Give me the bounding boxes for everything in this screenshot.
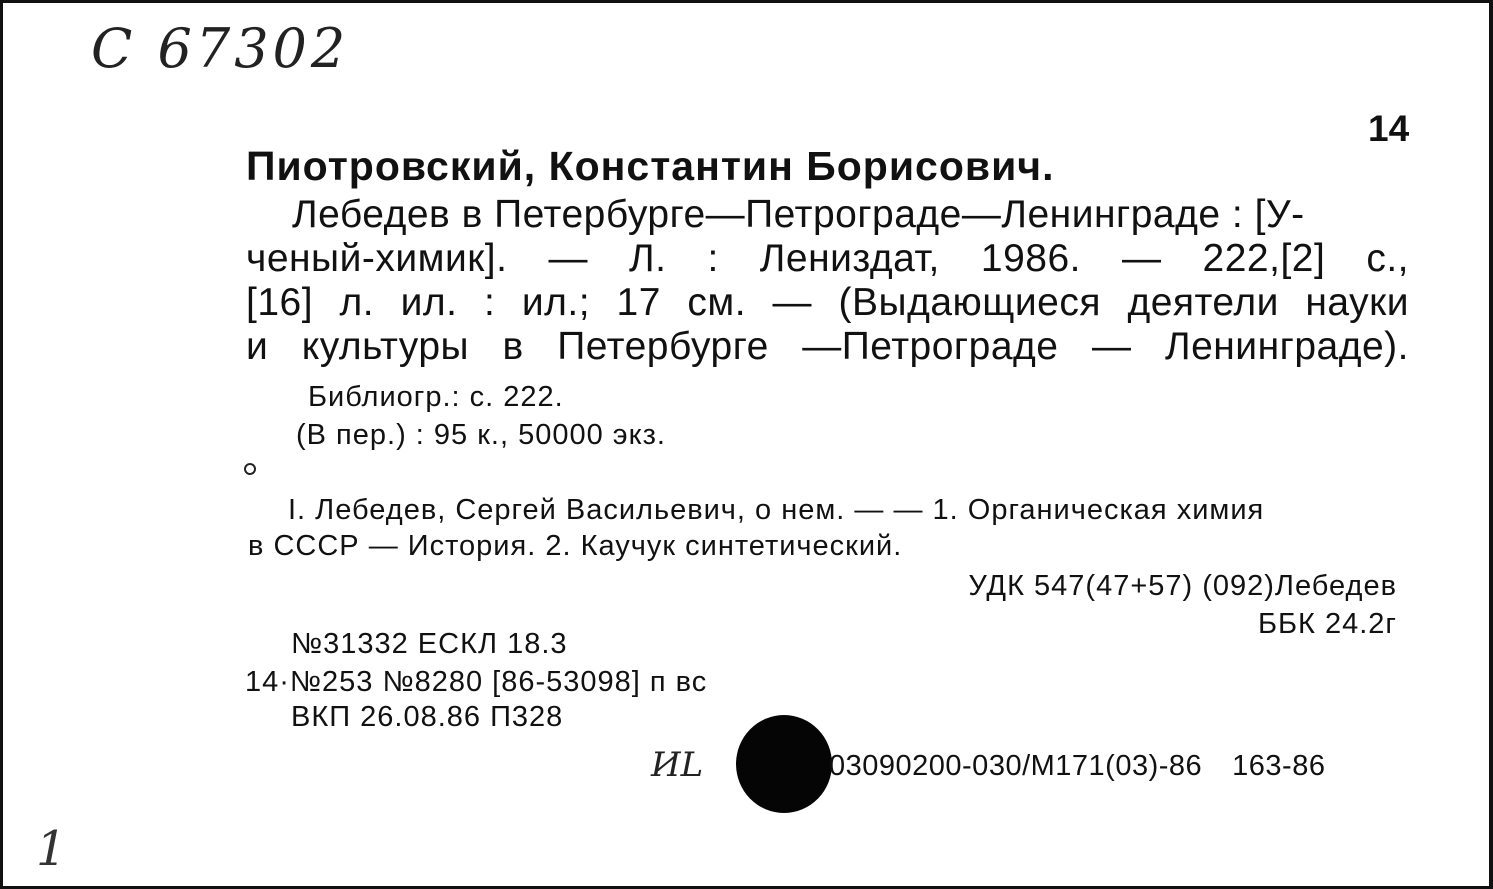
description-line: ченый-химик]. — Л. : Лениздат, 1986. — 222,[2] с.,	[246, 237, 1409, 280]
registration-line: ВКП 26.08.86 П328	[291, 701, 564, 733]
card-number: 14	[1368, 108, 1410, 149]
bibliography-note: Библиогр.: с. 222.	[308, 381, 564, 413]
tracings-line: в СССР — История. 2. Каучук синтетический.	[248, 530, 903, 562]
hole-punch	[736, 715, 832, 813]
description-line: [16] л. ил. : ил.; 17 см. — (Выдающиеся деятели науки	[246, 281, 1409, 324]
binding-price-note: (В пер.) : 95 к., 50000 экз.	[296, 419, 666, 451]
catalog-code: 03090200-030/М171(03)-86 163-86	[829, 750, 1326, 782]
registration-prefix: 14·	[245, 666, 290, 698]
bbk-code: ББК 24.2г	[1257, 608, 1397, 640]
description-line: Лебедев в Петербурге—Петрограде—Ленинграде : [У-	[292, 193, 1305, 236]
description-line: и культуры в Петербурге —Петрограде — Ленинграде).	[246, 325, 1409, 368]
registration-line: 14·№253 №8280 [86-53098] п вс	[245, 666, 708, 698]
author-heading: Пиотровский, Константин Борисович.	[246, 143, 1055, 189]
handwritten-shelf-mark: C 67302	[91, 17, 350, 80]
tracings-line: I. Лебедев, Сергей Васильевич, о нем. — — 1. Органическая химия	[288, 494, 1265, 526]
pencil-mark: 1	[36, 821, 67, 877]
pen-mark	[242, 461, 258, 477]
handwritten-initials: ИL	[651, 745, 704, 785]
registration-line: №31332 ЕСКЛ 18.3	[291, 628, 568, 660]
udk-code: УДК 547(47+57) (092)Лебедев	[968, 570, 1397, 602]
